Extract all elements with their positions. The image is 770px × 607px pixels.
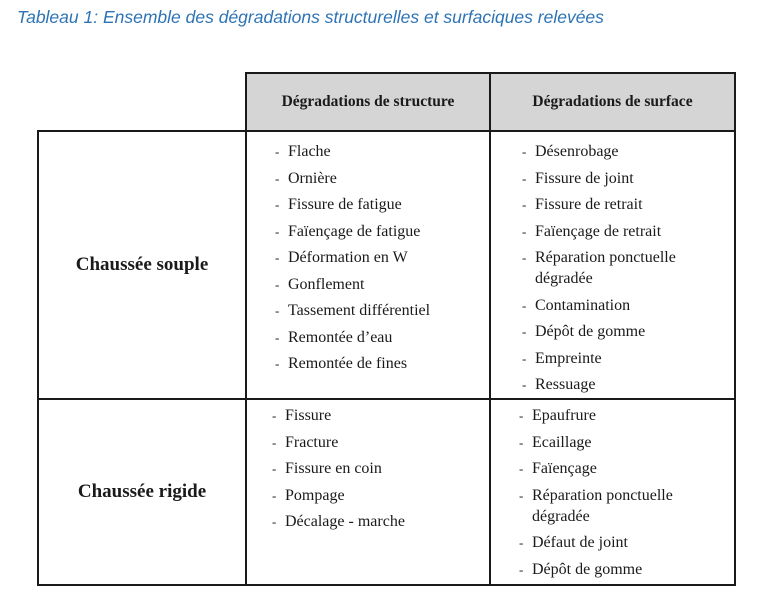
cell-souple-structure	[245, 130, 491, 400]
column-header-surface: Dégradations de surface	[489, 72, 736, 132]
list-item: - Réparation ponctuelle dégradée	[519, 485, 673, 527]
list-item: - Fissure	[272, 405, 405, 426]
list-item: - Désenrobage	[522, 141, 676, 162]
list-item: - Réparation ponctuelle dégradée	[522, 247, 676, 289]
list-item: - Faïençage de fatigue	[275, 221, 430, 242]
list-item: - Ecaillage	[519, 432, 673, 453]
list-item: - Décalage - marche	[272, 511, 405, 532]
table-caption: Tableau 1: Ensemble des dégradations structurelles et surfaciques relevées	[17, 7, 604, 27]
column-header-structure: Dégradations de structure	[245, 72, 491, 132]
list-item: - Empreinte	[522, 348, 676, 369]
list-souple-surface	[522, 141, 676, 401]
list-item: - Tassement différentiel	[275, 300, 430, 321]
cell-rigide-structure	[245, 398, 491, 586]
cell-souple-surface	[489, 130, 736, 400]
list-item: - Flache	[275, 141, 430, 162]
list-item: - Dépôt de gomme	[519, 559, 673, 580]
list-item: - Ornière	[275, 168, 430, 189]
list-item: - Fissure en coin	[272, 458, 405, 479]
list-item: - Fissure de joint	[522, 168, 676, 189]
list-rigide-surface	[519, 405, 673, 585]
row-header-chaussee-rigide: Chaussée rigide	[37, 398, 247, 586]
list-item: - Faïençage de retrait	[522, 221, 676, 242]
list-item: - Epaufrure	[519, 405, 673, 426]
list-souple-structure	[275, 141, 430, 380]
list-item: - Fissure de retrait	[522, 194, 676, 215]
list-item: - Fracture	[272, 432, 405, 453]
row-header-chaussee-souple: Chaussée souple	[37, 130, 247, 400]
list-item: - Gonflement	[275, 274, 430, 295]
cell-rigide-surface	[489, 398, 736, 586]
list-item: - Pompage	[272, 485, 405, 506]
list-item: - Remontée d’eau	[275, 327, 430, 348]
list-item: - Fissure de fatigue	[275, 194, 430, 215]
list-item: - Déformation en W	[275, 247, 430, 268]
list-item: - Contamination	[522, 295, 676, 316]
list-rigide-structure	[272, 405, 405, 538]
list-item: - Ressuage	[522, 374, 676, 395]
list-item: - Dépôt de gomme	[522, 321, 676, 342]
list-item: - Défaut de joint	[519, 532, 673, 553]
list-item: - Remontée de fines	[275, 353, 430, 374]
list-item: - Faïençage	[519, 458, 673, 479]
